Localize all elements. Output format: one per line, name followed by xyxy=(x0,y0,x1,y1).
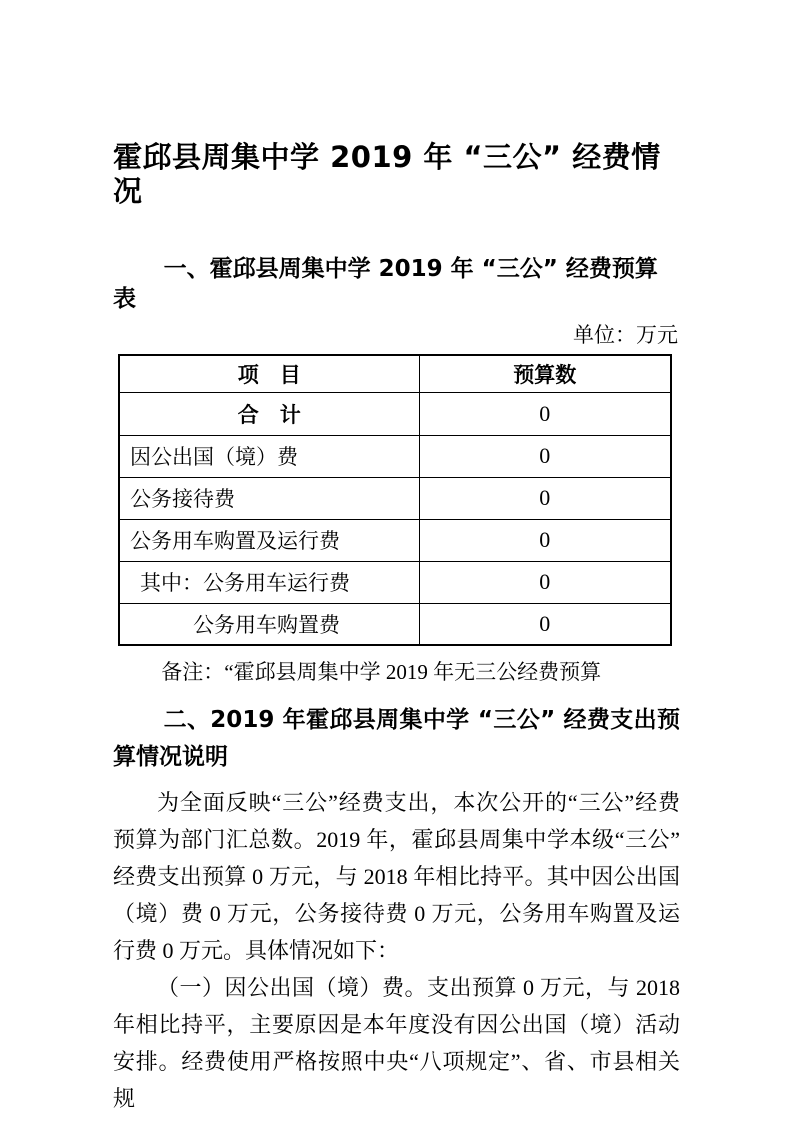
table-row-abroad xyxy=(119,435,671,477)
table-row-vehicle-purchase xyxy=(119,603,671,645)
item-cell: 合 计 xyxy=(119,392,419,435)
table-header-row xyxy=(119,355,671,392)
item-cell: 因公出国（境）费 xyxy=(119,435,419,477)
paragraph-abroad-detail: （一）因公出国（境）费。支出预算 0 万元，与 2018 年相比持平，主要原因是本年度没有因公出国（境）活动安排。经费使用严格按照中央“八项规定”、省、市县相关规 xyxy=(113,975,680,1111)
section1-heading: 一、霍邱县周集中学 2019 年 “三公” 经费预算表 xyxy=(113,256,658,312)
table-header-item: 项 目 xyxy=(119,355,419,392)
value-cell: 0 xyxy=(419,392,671,435)
unit-note: 单位：万元 xyxy=(573,323,678,347)
document-title: 霍邱县周集中学 2019 年 “三公” 经费情况 xyxy=(113,140,661,208)
value-cell: 0 xyxy=(419,561,671,603)
value-cell: 0 xyxy=(419,519,671,561)
table-row-vehicle-total xyxy=(119,519,671,561)
item-cell: 其中：公务用车运行费 xyxy=(119,561,419,603)
table-note: 备注：“霍邱县周集中学 2019 年无三公经费预算 xyxy=(161,660,602,684)
table-row-total xyxy=(119,392,671,435)
value-cell: 0 xyxy=(419,435,671,477)
item-cell: 公务用车购置费 xyxy=(119,603,419,645)
budget-table xyxy=(118,354,672,646)
value-cell: 0 xyxy=(419,477,671,519)
item-cell: 公务接待费 xyxy=(119,477,419,519)
page-content xyxy=(113,140,680,1117)
table-row-vehicle-operation xyxy=(119,561,671,603)
item-cell: 公务用车购置及运行费 xyxy=(119,519,419,561)
table-row-reception xyxy=(119,477,671,519)
value-cell: 0 xyxy=(419,603,671,645)
paragraph-overview: 为全面反映“三公”经费支出，本次公开的“三公”经费预算为部门汇总数。2019 年，霍邱县周集中学本级“三公”经费支出预算 0 万元，与 2018 年相比持平。其中因公出国（境）费 0 万元，公务接待费 0 万元，公务用车购置及运行费 0 万元。具体情况如下： xyxy=(113,790,680,963)
section2-heading: 二、2019 年霍邱县周集中学 “三公” 经费支出预算情况说明 xyxy=(113,707,680,770)
table-header-budget: 预算数 xyxy=(419,355,671,392)
